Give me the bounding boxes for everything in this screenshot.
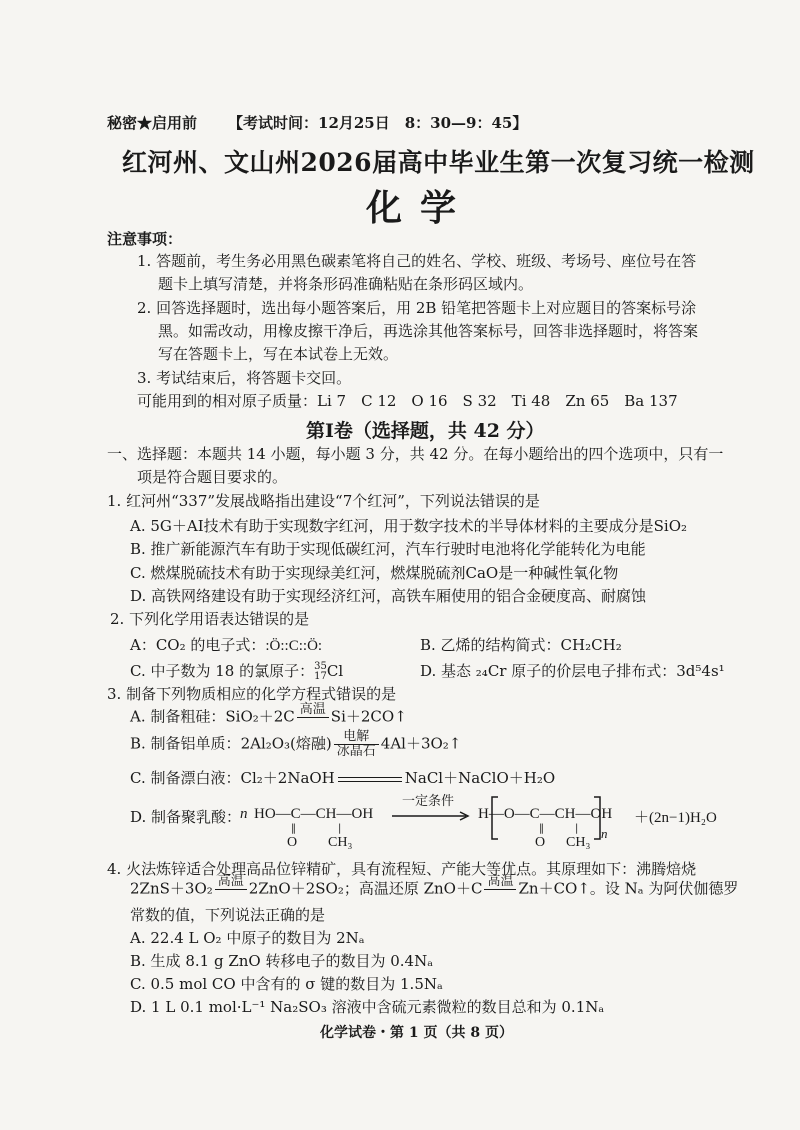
q3-a-condition-text: 高温 [297,703,329,718]
q4-line-2 [130,875,738,904]
notice-item-3: 3. 考试结束后，将答题卡交回。 [137,369,352,387]
q2-option-b: B. 乙烯的结构简式：CH₂CH₂ [420,636,622,654]
q3-c-reactants: Cl₂＋2NaOH [240,769,335,787]
q3-d-monomer-methyl: CH₃ [328,835,353,850]
q3-a-condition [297,703,329,732]
q3-d-condition: 一定条件 [402,794,455,809]
q2-option-a-label: A：CO₂ 的电子式： [130,636,266,654]
notice-item-1-line-2: 题卡上填写清楚，并将条形码准确粘贴在条形码区域内。 [158,275,534,293]
q1-option-b: B. 推广新能源汽车有助于实现低碳红河，汽车行驶时电池将化学能转化为电能 [130,540,646,558]
section-intro-line-2: 项是符合题目要求的。 [137,468,288,486]
notice-item-2-line-1: 2. 回答选择题时，选出每小题答案后，用 2B 铅笔把答题卡上对应题目的答案标号涂 [137,299,697,317]
q3-d-polymer-oxygen: O [535,835,546,850]
section-intro-line-1: 一、选择题：本题共 14 小题，每小题 3 分，共 42 分。在每小题给出的四个选项中，只有一 [107,445,724,463]
secret-label: 秘密★启用前 [107,114,198,132]
notice-item-2-line-2: 黑。如需改动，用橡皮擦干净后，再选涂其他答案标号，回答非选择题时，将答案 [158,322,699,340]
notice-heading: 注意事项： [107,230,183,248]
atomic-number: 17 [314,671,327,682]
q2-option-a [130,634,322,655]
q3-b-condition-bottom: 冰晶石 [336,744,376,759]
section-heading: 第Ⅰ卷（选择题，共 42 分） [306,420,545,442]
q3-d-polymer-degree: n [601,826,608,841]
q3-b-condition-top: 电解 [334,730,379,745]
q1-option-c: C. 燃煤脱硫技术有助于实现绿美红河，燃煤脱硫剂CaO是一种碱性氧化物 [130,564,619,582]
q3-d-monomer: HO—C—CH—OH [254,806,374,822]
q3-b-products: 4Al＋3O₂↑ [380,734,462,753]
notice-item-1-line-1: 1. 答题前，考生务必用黑色碳素笔将自己的姓名、学校、班级、考场号、座位号在答 [137,252,697,270]
q3-b-reactants: 2Al₂O₃(熔融) [240,734,332,753]
q3-d-coefficient: n [240,806,248,822]
q3-option-b-label: B. 制备铝单质： [130,734,241,753]
q4-roast-condition [215,875,247,904]
notice-item-2-line-3: 写在答题卡上，写在本试卷上无效。 [158,345,399,363]
q2-option-c-label: C. 中子数为 18 的氯原子： [130,662,315,680]
q4-reduction-condition [484,875,516,904]
q4-option-c: C. 0.5 mol CO 中含有的 σ 键的数目为 1.5Nₐ [130,975,443,993]
q3-a-reactants: SiO₂＋2C [225,707,295,726]
q3-b-condition [334,730,379,759]
q3-d-reaction-arrow [392,811,472,821]
q4-line-1: 4. 火法炼锌适合处理高品位锌精矿，具有流程短、产能大等优点。其原理如下：沸腾焙烧 [107,860,697,878]
mass-number: 35 [314,661,327,672]
q4-roast-reactants: 2ZnS＋3O₂ [130,879,213,898]
q4-reduction-condition-text: 高温 [484,875,516,890]
q4-option-a: A. 22.4 L O₂ 中原子的数目为 2Nₐ [130,929,365,947]
q3-stem: 3. 制备下列物质相应的化学方程式错误的是 [107,685,397,703]
q1-stem: 1. 红河州“337”发展战略指出建设“7个红河”，下列说法错误的是 [107,492,540,510]
exam-time: 【考试时间：12月25日 8：30—9：45】 [228,114,528,132]
q4-line-2-end: Zn＋CO↑。设 Nₐ 为阿伏伽德罗 [518,879,739,898]
nuclide-numbers [314,662,327,682]
q1-option-a: A. 5G＋AI技术有助于实现数字红河，用于数字技术的半导体材料的主要成分是SiO₂ [130,517,688,535]
q4-roast-condition-text: 高温 [215,875,247,890]
q2-option-c [130,660,343,682]
q3-option-a-label: A. 制备粗硅： [130,707,226,726]
exam-title: 红河州、文山州2026届高中毕业生第一次复习统一检测 [122,148,755,177]
q3-d-monomer-double-bond: ‖ [291,823,296,834]
page-footer: 化学试卷・第 1 页（共 8 页） [320,1025,513,1041]
subject-title: 化学 [366,187,475,229]
q4-option-b: B. 生成 8.1 g ZnO 转移电子的数目为 0.4Nₐ [130,952,434,970]
q2-option-d: D. 基态 ₂₄Cr 原子的价层电子排布式：3d⁵4s¹ [420,662,725,680]
q3-option-c [130,767,555,788]
q3-option-b [130,730,461,759]
q3-option-d-label: D. 制备聚乳酸： [130,808,242,826]
q3-d-monomer-single-bond: | [338,823,342,834]
q3-option-c-label: C. 制备漂白液： [130,769,241,787]
q3-d-monomer-oxygen: O [287,835,298,850]
q3-option-a [130,703,407,732]
equals-sign [338,777,402,782]
q3-a-products: Si＋2CO↑ [330,707,407,726]
q3-d-polymer-single-bond: | [575,823,579,834]
q4-line-3: 常数的值，下列说法正确的是 [130,906,326,924]
q3-d-polymer-double-bond: ‖ [539,823,544,834]
q3-c-products: NaCl＋NaClO＋H₂O [404,769,556,787]
co2-electron-formula: :Ö::C::Ö: [265,638,323,654]
q2-stem: 2. 下列化学用语表达错误的是 [110,610,310,628]
q3-d-polymer: H—O—C—CH—OH [478,806,613,822]
q4-line-2-middle: 2ZnO＋2SO₂；高温还原 ZnO＋C [248,879,483,898]
atomic-masses: 可能用到的相对原子质量：Li 7 C 12 O 16 S 32 Ti 48 Zn 65 Ba 137 [137,392,678,410]
q3-d-water: ＋(2n−1)H₂O [634,810,717,826]
q4-option-d: D. 1 L 0.1 mol·L⁻¹ Na₂SO₃ 溶液中含硫元素微粒的数目总和为 0.1Nₐ [130,998,605,1016]
q1-option-d: D. 高铁网络建设有助于实现经济红河，高铁车厢使用的铝合金硬度高、耐腐蚀 [130,587,647,605]
q3-d-polymer-methyl: CH₃ [566,835,591,850]
chlorine-symbol: Cl [326,662,344,680]
